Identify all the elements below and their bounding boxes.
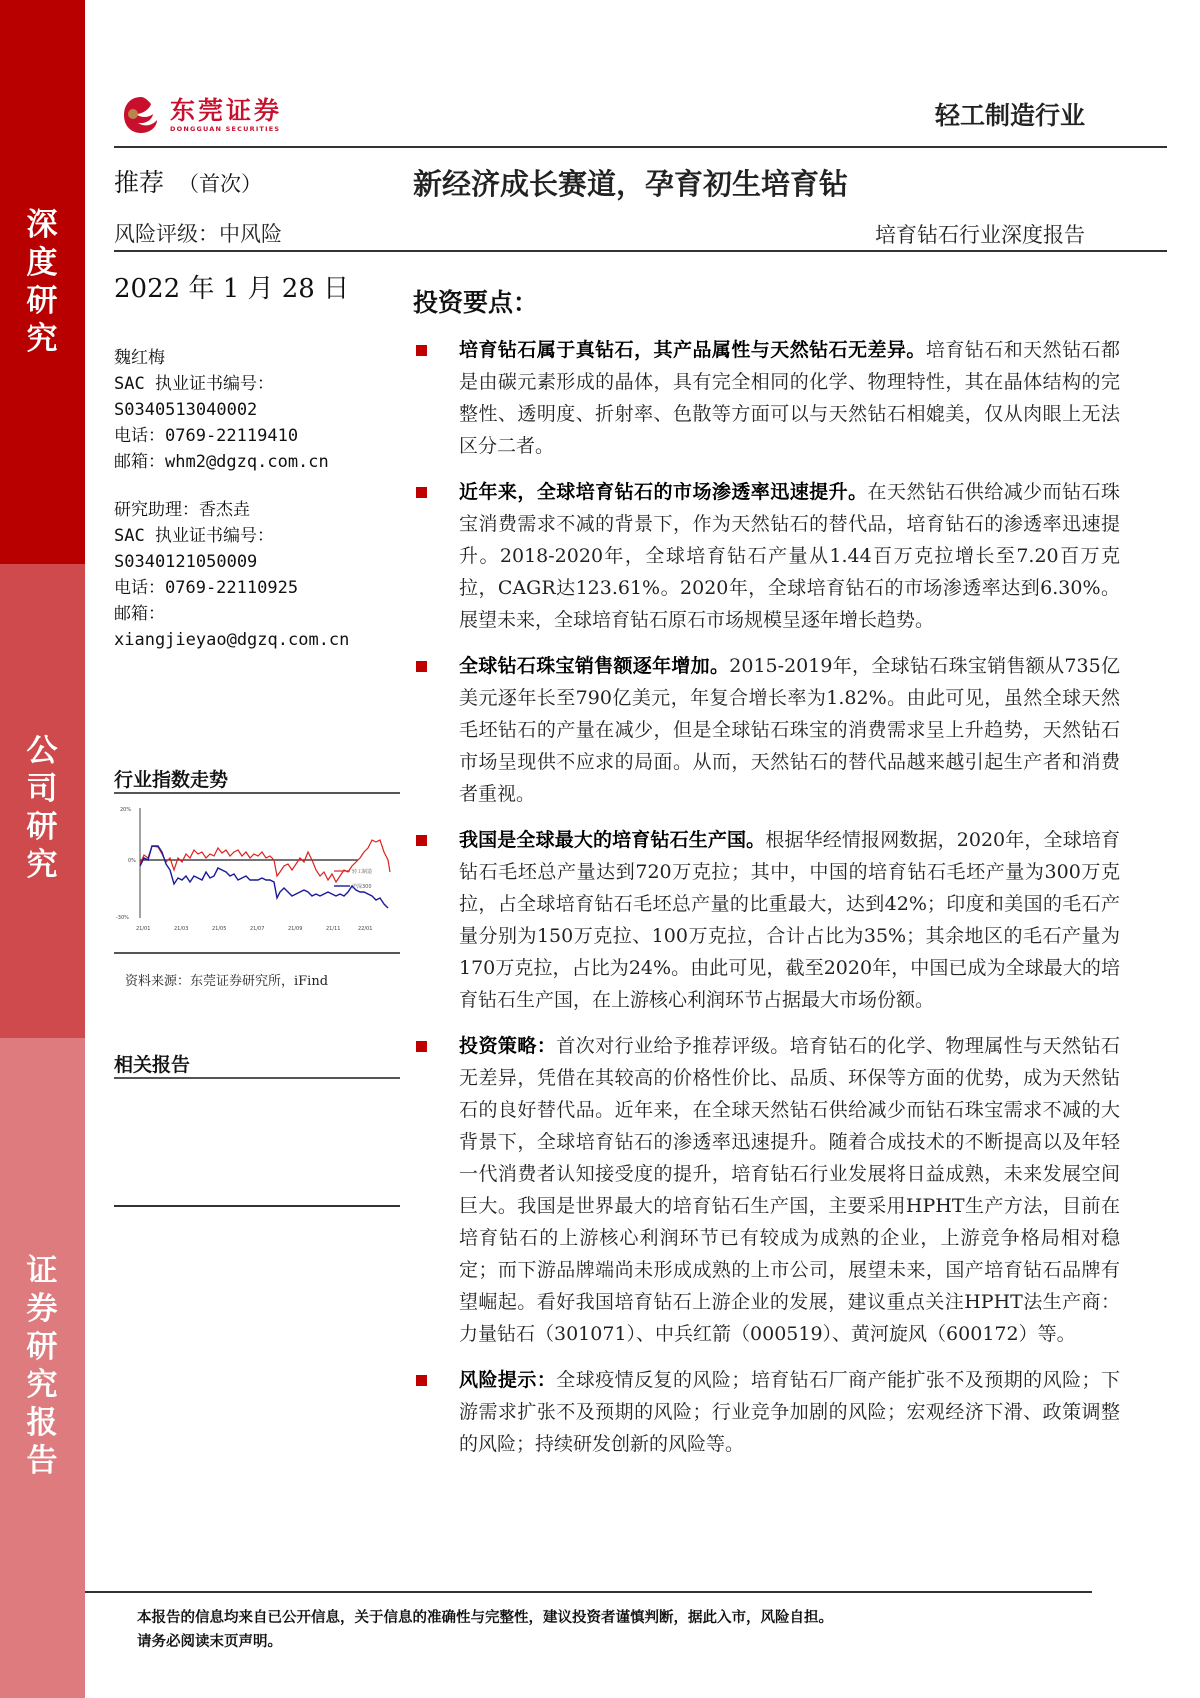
key-point-text: 首次对行业给予推荐评级。培育钻石的化学、物理属性与天然钻石无差异，凭借在其较高的价格性价比、品质、环保等方面的优势，成为天然钻石的良好替代品。近年来，在全球天然钻石供给减少而钻石珠宝需求不减的大背景下，全球培育钻石的渗透率迅速提升。随着合成技术的不断提高以及年轻一代消费者认知接受度的提升，培育钻石行业发展将日益成熟，未来发展空间巨大。我国是世界最大的培育钻石生产国，主要采用HPHT生产方法，目前在培育钻石的上游核心利润环节已有较成为成熟的企业，上游竞争格局相对稳定；而下游品牌端尚未形成成熟的上市公司，展望未来，国产培育钻石品牌有望崛起。看好我国培育钻石上游企业的发展，建议重点关注HPHT法生产商：力量钻石（301071）、中兵红箭（000519）、黄河旋风（600172）等。 (459, 1035, 1120, 1345)
key-point-lead: 近年来，全球培育钻石的市场渗透率迅速提升。 (459, 481, 868, 503)
assistant-sac-number: S0340121050009 (114, 552, 258, 572)
y-tick-20: 20% (120, 807, 132, 813)
key-point-lead: 投资策略： (459, 1035, 557, 1057)
key-point-lead: 我国是全球最大的培育钻石生产国。 (459, 829, 766, 851)
key-point-item (413, 1030, 1120, 1350)
rating-note: （首次） (178, 172, 263, 196)
svg-text:21/01: 21/01 (136, 926, 151, 932)
key-points-title: 投资要点： (413, 288, 539, 317)
analyst-info (114, 345, 349, 653)
svg-text:21/03: 21/03 (174, 926, 189, 932)
bullet-square-icon (416, 661, 427, 672)
related-bottom-divider (114, 1205, 400, 1207)
industry-label: 轻工制造行业 (934, 101, 1085, 130)
assistant-phone: 电话：0769-22110925 (114, 578, 299, 598)
rating-value: 推荐 (114, 168, 165, 197)
key-point-lead: 培育钻石属于真钻石，其产品属性与天然钻石无差异。 (459, 339, 926, 361)
bullet-square-icon (416, 487, 427, 498)
svg-text:21/09: 21/09 (288, 926, 303, 932)
bullet-square-icon (416, 345, 427, 356)
sidebar-block-securities-report (0, 1038, 85, 1698)
key-point-item (413, 650, 1120, 810)
svg-text:21/05: 21/05 (212, 926, 227, 932)
company-logo (122, 96, 282, 134)
related-reports-heading: 相关报告 (114, 1054, 191, 1076)
key-points-list (413, 334, 1120, 1474)
logo-icon (122, 96, 160, 134)
bullet-square-icon (416, 1041, 427, 1052)
key-point-text: 培育钻石和天然钻石都是由碳元素形成的晶体，具有完全相同的化学、物理特性，其在晶体结构的完整性、透明度、折射率、色散等方面可以与天然钻石相媲美，仅从肉眼上无法区分二者。 (459, 339, 1120, 457)
bullet-square-icon (416, 835, 427, 846)
svg-text:21/11: 21/11 (326, 926, 341, 932)
sidebar-label: 深度研究 (26, 207, 58, 357)
footer-divider (85, 1591, 1092, 1593)
assistant-email[interactable]: xiangjieyao@dgzq.com.cn (114, 630, 350, 650)
svg-text:21/07: 21/07 (250, 926, 265, 932)
index-trend-heading: 行业指数走势 (114, 769, 229, 791)
related-heading-divider (114, 1077, 400, 1079)
key-point-text: 全球疫情反复的风险；培育钻石厂商产能扩张不及预期的风险；下游需求扩张不及预期的风险；行业竞争加剧的风险；宏观经济下滑、政策调整的风险；持续研发创新的风险等。 (459, 1369, 1120, 1455)
report-subtitle: 培育钻石行业深度报告 (875, 223, 1085, 247)
logo-en-text: DONGGUAN SECURITIES (170, 125, 281, 133)
legend-light-industry: 轻工制造 (352, 869, 373, 875)
y-tick-neg30: -30% (116, 915, 129, 921)
analyst-phone: 电话：0769-22119410 (114, 426, 299, 446)
disclaimer (137, 1606, 833, 1654)
disclaimer-line: 请务必阅读末页声明。 (137, 1634, 282, 1650)
bullet-square-icon (416, 1375, 427, 1386)
y-tick-0: 0% (128, 858, 136, 864)
key-point-item (413, 476, 1120, 636)
sidebar-label: 公司研究 (26, 733, 58, 883)
chart-source: 资料来源：东莞证券研究所，iFind (125, 974, 329, 989)
subheader-divider (114, 250, 1167, 252)
rating (114, 163, 262, 199)
risk-rating: 风险评级：中风险 (114, 222, 282, 246)
key-point-text: 在天然钻石供给减少而钻石珠宝消费需求不减的背景下，作为天然钻石的替代品，培育钻石的渗透率迅速提升。2018-2020年，全球培育钻石产量从1.44百万克拉增长至7.20百万克拉，CAGR达123.61%。2020年，全球培育钻石的市场渗透率达到6.30%。展望未来，全球培育钻石原石市场规模呈逐年增长趋势。 (459, 481, 1120, 631)
analyst-name: 魏红梅 (114, 348, 165, 368)
svg-text:22/01: 22/01 (358, 926, 373, 932)
analyst-email[interactable]: 邮箱：whm2@dgzq.com.cn (114, 452, 329, 472)
legend-csi300: 沪深300 (352, 884, 372, 890)
chart-bottom-divider (114, 952, 400, 954)
sidebar-label: 证券研究报告 (26, 1253, 58, 1479)
analyst-sac-number: S0340513040002 (114, 400, 258, 420)
key-point-item (413, 334, 1120, 462)
header-divider (114, 146, 1167, 148)
series-light-industry (140, 840, 390, 882)
key-point-item (413, 1364, 1120, 1460)
sidebar-block-company-research (0, 564, 85, 1038)
key-point-text: 2015-2019年，全球钻石珠宝销售额从735亿美元逐年长至790亿美元，年复合增长率为1.82%。由此可见，虽然全球天然毛坯钻石的产量在减少，但是全球钻石珠宝的消费需求呈上升趋势，天然钻石市场呈现供不应求的局面。从而，天然钻石的替代品越来越引起生产者和消费者重视。 (459, 655, 1120, 805)
analyst-sac-label: SAC 执业证书编号： (114, 374, 274, 394)
assistant-name: 研究助理：香杰垚 (114, 500, 250, 520)
index-heading-divider (114, 792, 400, 794)
report-date: 2022 年 1 月 28 日 (114, 274, 350, 304)
report-title: 新经济成长赛道，孕育初生培育钻 (413, 167, 849, 201)
assistant-email-label: 邮箱： (114, 604, 165, 624)
disclaimer-line: 本报告的信息均来自已公开信息，关于信息的准确性与完整性，建议投资者谨慎判断，据此入市，风险自担。 (137, 1610, 833, 1626)
key-point-lead: 风险提示： (459, 1369, 557, 1391)
assistant-sac-label: SAC 执业证书编号： (114, 526, 274, 546)
key-point-lead: 全球钻石珠宝销售额逐年增加。 (459, 655, 730, 677)
key-point-text: 根据华经情报网数据，2020年，全球培育钻石毛坯总产量达到720万克拉；其中，中国的培育钻石毛坯产量为300万克拉，占全球培育钻石毛坯总产量的比重最大，达到42%；印度和美国的毛石产量分别为150万克拉、100万克拉，合计占比为35%；其余地区的毛石产量为170万克拉，占比为24%。由此可见，截至2020年，中国已成为全球最大的培育钻石生产国，在上游核心利润环节占据最大市场份额。 (459, 829, 1120, 1011)
index-trend-chart (114, 800, 394, 942)
sidebar-band (0, 0, 85, 1698)
sidebar-block-deep-research (0, 0, 85, 564)
key-point-item (413, 824, 1120, 1016)
logo-cn-text: 东莞证券 (170, 96, 283, 125)
